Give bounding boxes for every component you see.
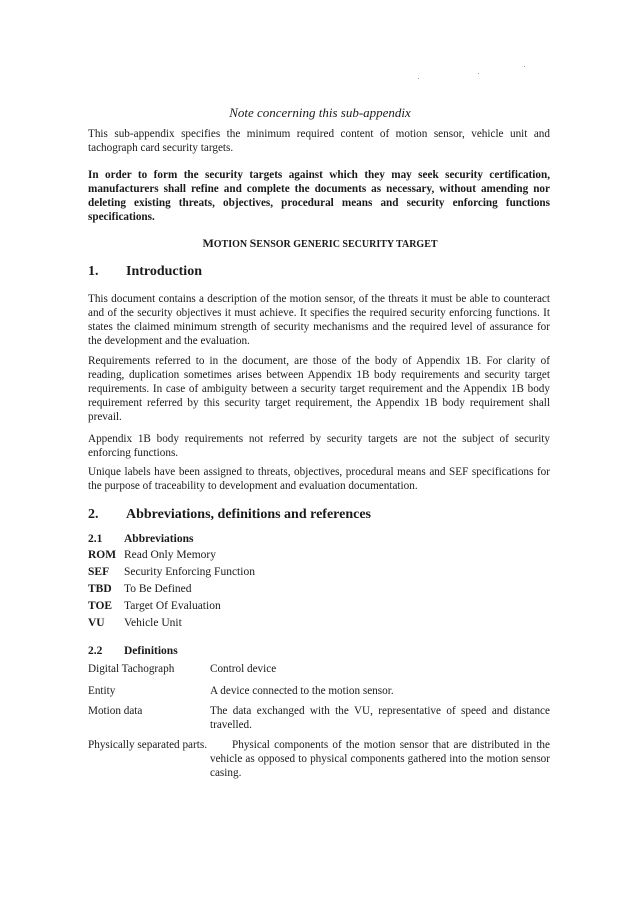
intro-note-block [88,127,550,155]
abbreviation-value: Target Of Evaluation [124,600,221,612]
definition-description: Physical components of the motion sensor that are distributed in the vehicle as opposed to physical components gathered into the motion sensor casing. [210,739,550,779]
abbreviation-value: Security Enforcing Function [124,566,255,578]
section-1-title: Introduction [126,264,202,279]
subsection-2-2-title: Definitions [124,645,178,657]
abbreviation-value: Read Only Memory [124,549,216,561]
abbreviation-row [88,566,255,583]
section-1-heading [88,264,202,280]
note-title: Note concerning this sub-appendix [229,105,411,120]
section-1-number: 1. [88,264,99,279]
section-1-para-4-block [88,465,550,493]
section-1-paragraph: This document contains a description of the motion sensor, of the threats it must be able to counteract and of the security objectives it must achieve. It specifies the required security enforcing functions. It states the claimed minimum strength of security mechanisms and the required level of assurance for the development and the evaluation. [88,293,550,347]
subsection-2-1-heading [88,533,193,545]
title-cap-m: M [202,236,214,250]
section-1-para-2-block [88,354,550,424]
section-1-paragraph: Appendix 1B body requirements not referred by security targets are not the subject of security enforcing functions. [88,433,550,459]
subsection-2-1-number: 2.1 [88,533,103,545]
definition-term: Motion data [88,705,143,717]
definition-row [88,684,550,700]
definition-description: Control device [210,663,277,675]
abbreviation-key: TOE [88,600,113,612]
abbreviation-row [88,600,221,617]
definition-term: Digital Tachograph [88,663,175,675]
subsection-2-2-number: 2.2 [88,645,103,657]
abbreviation-key: VU [88,617,105,629]
definition-row [88,738,550,782]
abbreviation-row [88,617,182,634]
section-1-para-1-block [88,292,550,348]
title-small-caps-1: OTION [213,239,250,250]
definition-term: Physically separated parts. [88,739,207,751]
abbreviation-value: Vehicle Unit [124,617,182,629]
definition-row [88,662,550,678]
title-small-caps-2: ENSOR GENERIC SECURITY TARGET [256,239,438,250]
section-1-para-3-block [88,432,550,460]
subsection-2-2-heading [88,645,178,657]
bold-note: In order to form the security targets against which they may seek security certification, manufacturers shall refine and complete the documents as necessary, without amending nor deleting existing threats, objectives, procedural means and security enforcing functions specifications. [88,169,550,223]
definition-description: The data exchanged with the VU, representative of speed and distance travelled. [210,705,550,731]
section-2-title: Abbreviations, definitions and references [126,507,372,522]
section-1-paragraph: Requirements referred to in the document, are those of the body of Appendix 1B. For clarity of reading, duplication sometimes arises between Appendix 1B body requirements and security target requirements. In case of ambiguity between a security target requirement and the Appendix 1B body requirement referred by this security target requirement, the Appendix 1B body requirement shall prevail. [88,355,550,423]
abbreviation-key: SEF [88,566,110,578]
abbreviation-key: ROM [88,549,117,561]
section-2-heading [88,507,371,523]
section-2-number: 2. [88,507,99,522]
bold-note-block [88,168,550,224]
title-cap-s: S [249,236,257,250]
subsection-2-1-title: Abbreviations [124,533,194,545]
definition-description: A device connected to the motion sensor. [210,685,394,697]
abbreviation-key: TBD [88,583,112,595]
intro-note: This sub-appendix specifies the minimum required content of motion sensor, vehicle unit and tachograph card security targets. [88,128,550,154]
abbreviation-value: To Be Defined [124,583,192,595]
definition-row [88,704,550,734]
definition-term: Entity [88,685,116,697]
security-target-title [0,236,640,251]
section-1-paragraph: Unique labels have been assigned to threats, objectives, procedural means and SEF specifications for the purpose of traceability to development and evaluation documentation. [88,466,550,492]
abbreviation-row [88,549,216,566]
abbreviation-row [88,583,192,600]
